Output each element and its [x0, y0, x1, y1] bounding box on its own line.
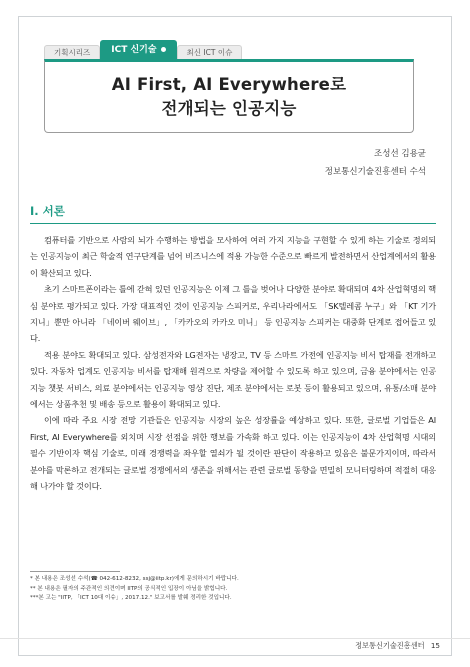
paragraph-3: 적용 분야도 확대되고 있다. 삼성전자와 LG전자는 냉장고, TV 등 스마트 가전에 인공지능 비서 탑재를 전개하고 있다. 자동차 업계도 인공지능 비서를 탑재해 원격으로 차량을 제어할 수 있도록 하고 있으며, 금융 분야에서는 인공지능 챗봇 서비스, 의료 분야에서는 인공지능 영상 진단, 제조 분야에서는 로봇 등이 활용되고 있으며, 유통/소매 분야에서는 상품추천 및 배송 등으로 활용이 확대되고 있다. — [30, 349, 436, 410]
tab-label: ICT 신기술 — [111, 45, 157, 55]
author-info — [226, 145, 426, 181]
tab-ict-new-tech[interactable] — [100, 40, 176, 60]
footnote-2: ** 본 내용은 필자의 주관적인 의견이며 IITP의 공식적인 입장이 아님을 밝힙니다. — [30, 585, 228, 592]
author-names: 조성선 김용균 — [374, 149, 426, 159]
footer-publisher: 정보통신기술진흥센터 — [355, 641, 425, 650]
paragraph-4: 이에 따라 주요 시장 전망 기관들은 인공지능 시장의 높은 성장률을 예상하고 있다. 또한, 글로벌 기업들은 AI First, AI Everywhere를 외치며 시장 선점을 위한 행보를 가속화 하고 있다. 이는 인공지능이 4차 산업혁명 시대의 필수 기반이자 핵심 기술로, 미래 경쟁력을 좌우할 열쇠가 될 것이란 판단이 작용하고 있음은 불문가지이며, 따라서 분야를 막론하고 전개되는 글로벌 경쟁에서의 생존을 위해서는 관련 글로벌 동향을 면밀히 모니터링하며 적절히 대응해 나가야 할 것이다. — [30, 415, 436, 492]
title-line-2: 전개되는 인공지능 — [161, 99, 297, 118]
footnote-divider — [30, 571, 120, 572]
tab-label: 최신 ICT 이슈 — [186, 48, 233, 57]
footer-divider — [0, 638, 470, 639]
tab-planning-series[interactable] — [44, 45, 100, 60]
category-tabs — [44, 40, 242, 60]
author-affiliation: 정보통신기술진흥센터 수석 — [324, 167, 426, 177]
active-dot-icon — [161, 47, 166, 52]
section-heading: I. 서론 — [30, 203, 436, 224]
tab-latest-ict-issue[interactable] — [177, 45, 243, 60]
page-footer — [355, 641, 440, 651]
footnote-1: * 본 내용은 조성선 수석(☎ 042-612-8232, ssj@iitp.kr)에게 문의하시기 바랍니다. — [30, 576, 239, 582]
page-number: 15 — [430, 641, 440, 650]
article-title-box — [44, 59, 414, 133]
footnote-3: ***본 고는 "IITP, 「ICT 10대 이슈」, 2017.12." 보고서를 발췌 정리한 것입니다. — [30, 595, 232, 601]
paragraph-1: 컴퓨터를 기반으로 사람의 뇌가 수행하는 방법을 모사하여 여러 가지 지능을 구현할 수 있게 하는 기술로 정의되는 인공지능이 최근 학술적 연구단계를 넘어 비즈니스에 적용 가능한 수준으로 빠르게 발전하면서 산업계에서의 활용이 확산되고 있다. — [30, 235, 436, 278]
footnotes — [30, 575, 410, 604]
article-body — [30, 232, 436, 495]
tab-label: 기획시리즈 — [54, 48, 91, 57]
paragraph-2: 초기 스마트폰이라는 틀에 갇혀 있던 인공지능은 이제 그 틀을 벗어나 다양한 분야로 확대되며 4차 산업혁명의 핵심 분야로 평가되고 있다. 가장 대표적인 것이 인공지능 스피커로, 우리나라에서도 「SK텔레콤 누구」와 「KT 기가지니」뿐만 아니라 「네이버 웨이브」, 「카카오의 카카오 미니」 등 인공지능 스피커는 대중화 단계로 접어들고 있다. — [30, 284, 436, 344]
title-line-1: AI First, AI Everywhere로 — [111, 75, 347, 94]
